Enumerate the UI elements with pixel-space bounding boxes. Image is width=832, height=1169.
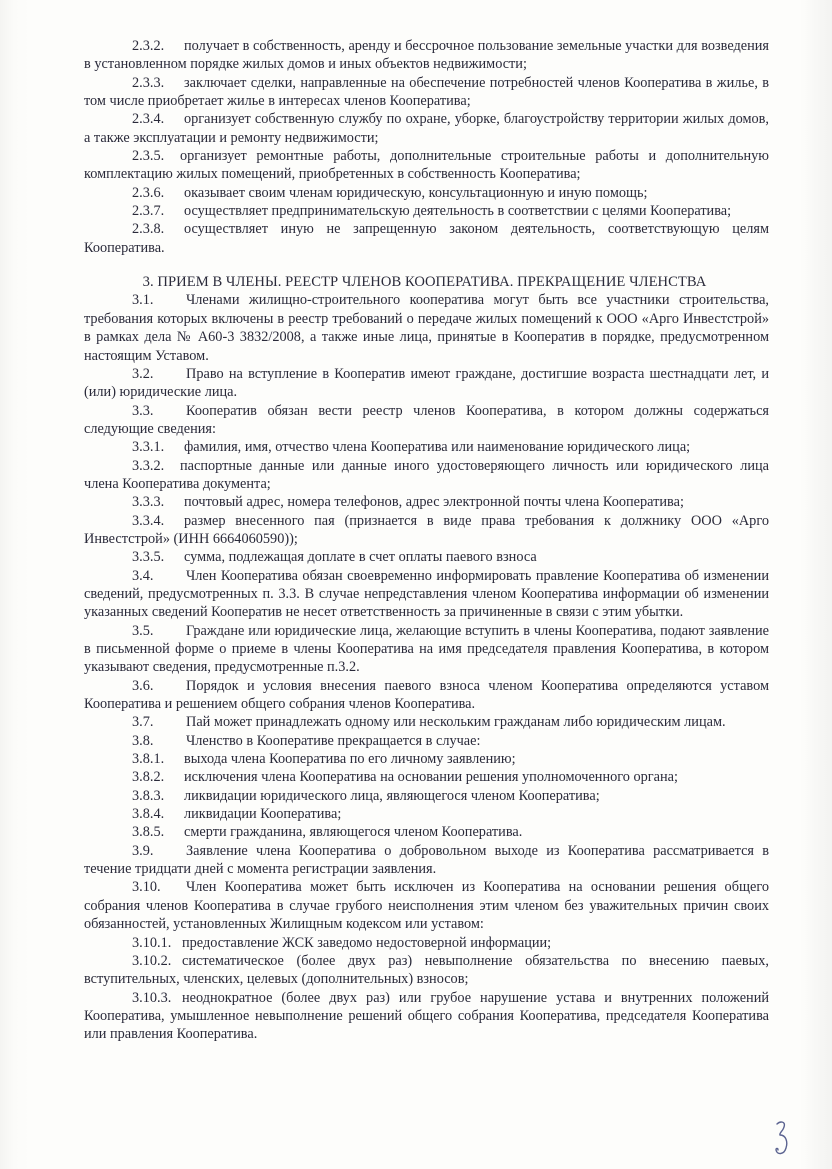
clause-text: Заявление члена Кооператива о добровольном выходе из Кооператива рассматривается в течение тридцати дней с момента регистрации заявления. [84, 842, 769, 878]
clause-text: фамилия, имя, отчество члена Кооператива или наименование юридического лица; [184, 439, 691, 456]
clause-number: 3.4. [132, 567, 154, 584]
clause-text: Член Кооператива может быть исключен из Кооператива на основании решения общего собрания членов Кооператива в случае грубого неисполнения этим членом без уважительных причин своих обязанностей, установленных Жилищным кодексом или уставом: [84, 879, 769, 933]
clause-text: неоднократное (более двух раз) или грубое нарушение устава и внутренних положений Кооператива, умышленное невыполнение решений общего собрания Кооператива, председателя Кооператива или правления Кооператива. [84, 989, 769, 1043]
clause-number: 3.8.3. [132, 787, 165, 804]
clause-3-6 [84, 677, 769, 714]
clause-3-2 [84, 365, 769, 402]
clause-3-4 [84, 567, 769, 622]
clause-number: 3.9. [132, 842, 154, 859]
clause-number: 3.3.5. [132, 549, 165, 566]
clause-number: 3.3.4. [132, 512, 165, 529]
clause-text: организует собственную службу по охране, уборке, благоустройству территории жилых домов, а также эксплуатации и ремонту недвижимости; [84, 111, 769, 146]
clause-text: систематическое (более двух раз) невыполнение обязательства по внесению паевых, вступительных, членских, целевых (дополнительных) взносов; [84, 952, 769, 988]
clause-text: ликвидации юридического лица, являющегося членом Кооператива; [184, 787, 600, 804]
clause-number: 3.8.2. [132, 769, 165, 786]
clause-number: 3.6. [132, 677, 154, 694]
clause-text: сумма, подлежащая доплате в счет оплаты паевого взноса [184, 549, 537, 566]
clause-text: Пай может принадлежать одному или нескольким гражданам либо юридическим лицам. [186, 714, 726, 731]
document-body [84, 37, 769, 1044]
clause-2-3-8 [84, 220, 769, 257]
clause-3-3-1 [84, 438, 769, 456]
handwritten-page-number [772, 1118, 792, 1158]
clause-3-8-2 [84, 768, 769, 786]
clause-3-8-3 [84, 787, 769, 805]
clause-number: 2.3.5. [132, 148, 165, 165]
clause-text: Кооператив обязан вести реестр членов Кооператива, в котором должны содержаться следующие сведения: [84, 402, 769, 437]
clause-number: 3.3.3. [132, 494, 165, 511]
clause-text: паспортные данные или данные иного удостоверяющего личность или юридического лица члена Кооператива документа; [84, 457, 769, 492]
section-3-heading: 3. ПРИЕМ В ЧЛЕНЫ. РЕЕСТР ЧЛЕНОВ КООПЕРАТИВА. ПРЕКРАЩЕНИЕ ЧЛЕНСТВА [142, 274, 707, 291]
clause-text: Право на вступление в Кооператив имеют граждане, достигшие возраста шестнадцати лет, и (или) юридические лица. [84, 365, 769, 401]
clause-text: размер внесенного пая (признается в виде права требования к должнику ООО «Арго Инвестстрой» (ИНН 6664060590)); [84, 512, 769, 547]
clause-text: заключает сделки, направленные на обеспечение потребностей членов Кооператива в жилье, в том числе приобретает жилье в интересах членов Кооператива; [84, 74, 769, 110]
clause-text: организует ремонтные работы, дополнительные строительные работы и дополнительную комплектацию жилых помещений, приобретенных в собственность Кооператива; [84, 148, 769, 183]
clause-number: 3.3.2. [132, 457, 165, 474]
clause-2-3-7 [84, 202, 769, 220]
clause-text: исключения члена Кооператива на основании решения уполномоченного органа; [184, 769, 678, 786]
clause-number: 3.2. [132, 365, 154, 382]
clause-text: ликвидации Кооператива; [184, 806, 342, 823]
clause-number: 3.10.2. [132, 952, 172, 969]
clause-text: осуществляет иную не запрещенную законом деятельность, соответствующую целям Кооператива. [84, 221, 769, 256]
clause-3-3-5 [84, 548, 769, 566]
clause-3-10-3 [84, 989, 769, 1044]
clause-2-3-4 [84, 110, 769, 147]
clause-2-3-5 [84, 147, 769, 184]
clause-number: 3.10.3. [132, 989, 172, 1006]
clause-number: 3.3.1. [132, 439, 165, 456]
clause-3-8 [84, 732, 769, 750]
clause-3-10-1 [84, 934, 769, 952]
clause-3-5 [84, 622, 769, 677]
clause-text: оказывает своим членам юридическую, консультационную и иную помощь; [184, 184, 648, 201]
clause-number: 3.8.1. [132, 751, 165, 768]
clause-text: почтовый адрес, номера телефонов, адрес электронной почты члена Кооператива; [184, 494, 684, 511]
clause-number: 2.3.7. [132, 203, 165, 220]
clause-number: 3.7. [132, 714, 154, 731]
clause-2-3-6 [84, 184, 769, 202]
clause-text: смерти гражданина, являющегося членом Кооператива. [184, 824, 523, 841]
clause-3-3-4 [84, 512, 769, 549]
clause-text: Членство в Кооперативе прекращается в случае: [186, 732, 481, 749]
clause-number: 2.3.3. [132, 74, 165, 91]
clause-number: 3.10.1. [132, 934, 172, 951]
clause-3-9 [84, 842, 769, 879]
clause-text: Граждане или юридические лица, желающие вступить в члены Кооператива, подают заявление в письменной форме о приеме в члены Кооператива на имя председателя правления Кооператива, в котором указывают сведения, предусмотренные п.3.2. [84, 622, 769, 676]
clause-text: Член Кооператива обязан своевременно информировать правление Кооператива об изменении сведений, предусмотренных п. 3.3. В случае непредставления членом Кооператива информации об изменении указанных сведений Кооператив не несет ответственность за причиненные в связи с этим убытки. [84, 567, 769, 621]
clause-number: 3.10. [132, 879, 161, 896]
clause-number: 3.5. [132, 622, 154, 639]
clause-number: 3.3. [132, 402, 154, 419]
clause-text: Порядок и условия внесения паевого взноса членом Кооператива определяются уставом Кооператива и решением общего собрания членов Кооператива. [84, 677, 769, 713]
clause-number: 3.8.4. [132, 806, 165, 823]
clause-3-7 [84, 713, 769, 731]
clause-2-3-2 [84, 37, 769, 74]
clause-text: Членами жилищно-строительного кооператива могут быть все участники строительства, требования которых включены в реестр требований о передаче жилых помещений к ООО «Арго Инвестстрой» в рамках дела № А60-3 3832/2008, а также иные лица, принятые в Кооператив в порядке, предусмотренном настоящим Уставом. [84, 292, 769, 364]
clause-number: 3.8.5. [132, 824, 165, 841]
clause-3-3-2 [84, 457, 769, 494]
clause-3-8-4 [84, 805, 769, 823]
clause-number: 3.1. [132, 292, 154, 309]
clause-number: 3.8. [132, 732, 154, 749]
clause-3-1 [84, 291, 769, 364]
clause-3-8-1 [84, 750, 769, 768]
clause-3-8-5 [84, 823, 769, 841]
clause-number: 2.3.8. [132, 221, 165, 238]
clause-number: 2.3.6. [132, 184, 165, 201]
clause-text: предоставление ЖСК заведомо недостоверной информации; [182, 934, 552, 951]
clause-text: получает в собственность, аренду и бессрочное пользование земельные участки для возведения в установленном порядке жилых домов и иных объектов недвижимости; [84, 38, 769, 73]
clause-2-3-3 [84, 74, 769, 111]
clause-3-3 [84, 402, 769, 439]
clause-3-10-2 [84, 952, 769, 989]
clause-text: выхода члена Кооператива по его личному заявлению; [184, 751, 516, 768]
clause-3-3-3 [84, 493, 769, 511]
clause-number: 2.3.4. [132, 111, 165, 128]
clause-text: осуществляет предпринимательскую деятельность в соответствии с целями Кооператива; [184, 203, 732, 220]
clause-3-10 [84, 878, 769, 933]
clause-number: 2.3.2. [132, 38, 165, 54]
